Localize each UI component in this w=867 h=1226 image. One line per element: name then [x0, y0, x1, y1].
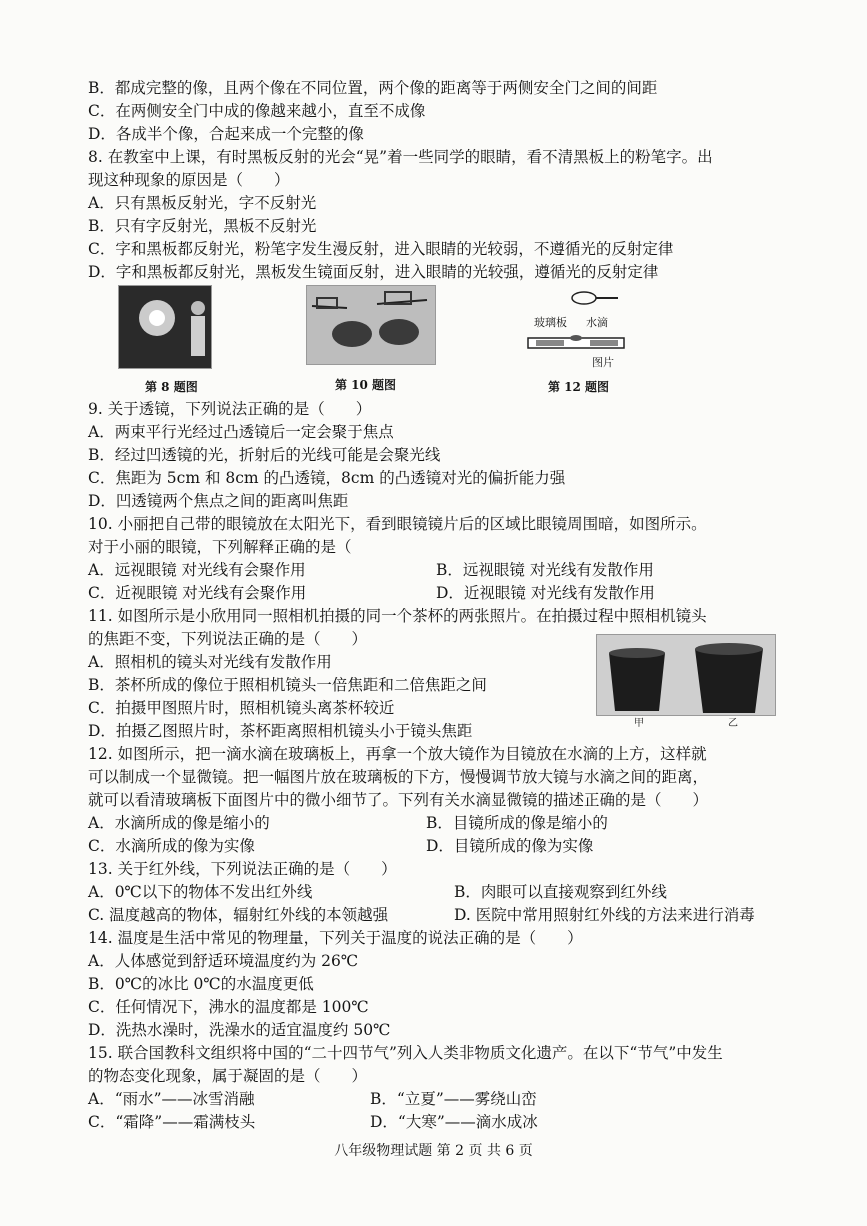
option-c: C．任何情况下，沸水的温度都是 100℃ [88, 998, 369, 1016]
glasses-figure [306, 285, 436, 365]
text-line: B．都成完整的像，且两个像在不同位置，两个像的距离等于两侧安全门之间的间距 [88, 79, 658, 97]
option-c: C. 温度越高的物体，辐射红外线的本领越强 [88, 906, 389, 924]
photo-jia-label: 甲 [634, 718, 644, 729]
option-d: D．凹透镜两个焦点之间的距离叫焦距 [88, 492, 349, 510]
option-d: D．近视眼镜 对光线有发散作用 [436, 584, 655, 602]
glass-plate-label: 玻璃板 [534, 316, 567, 329]
option-c: C．拍摄甲图照片时，照相机镜头离茶杯较近 [88, 699, 395, 717]
blackboard-figure [118, 285, 212, 369]
figure-10-caption: 第 10 题图 [335, 378, 397, 392]
question-12-stem: 就可以看清玻璃板下面图片中的微小细节了。下列有关水滴显微镜的描述正确的是（ ） [88, 791, 709, 809]
option-a: A．远视眼镜 对光线有会聚作用 [88, 561, 306, 579]
option-b: B．经过凹透镜的光，折射后的光线可能是会聚光线 [88, 446, 441, 464]
question-9-stem: 9. 关于透镜，下列说法正确的是（ ） [88, 400, 372, 418]
option-d: D．“大寒”——滴水成冰 [370, 1113, 538, 1131]
option-d: D．洗热水澡时，洗澡水的适宜温度约 50℃ [88, 1021, 391, 1039]
question-8-stem: 8. 在教室中上课，有时黑板反射的光会“晃”着一些同学的眼睛，看不清黑板上的粉笔字。出 [88, 148, 713, 166]
teacup-photos [596, 634, 776, 716]
question-10-stem: 10. 小丽把自己带的眼镜放在太阳光下，看到眼镜镜片后的区域比眼镜周围暗，如图所示。 [88, 515, 707, 533]
option-b: B．只有字反射光，黑板不反射光 [88, 217, 317, 235]
option-d: D．目镜所成的像为实像 [426, 837, 594, 855]
option-a: A．水滴所成的像是缩小的 [88, 814, 270, 832]
figure-8-caption: 第 8 题图 [145, 380, 198, 394]
picture-label: 图片 [592, 356, 614, 369]
glasses-illustration [307, 286, 435, 364]
option-b: B．“立夏”——雾绕山峦 [370, 1090, 537, 1108]
option-a: A．只有黑板反射光，字不反射光 [88, 194, 317, 212]
option-b: B．目镜所成的像是缩小的 [426, 814, 608, 832]
photo-yi-label: 乙 [728, 718, 738, 729]
page-footer: 八年级物理试题 第 2 页 共 6 页 [334, 1143, 533, 1159]
option-b: B．远视眼镜 对光线有发散作用 [436, 561, 654, 579]
option-a: A．人体感觉到舒适环境温度约为 26℃ [88, 952, 359, 970]
option-a: A．0℃以下的物体不发出红外线 [88, 883, 313, 901]
option-c: C．字和黑板都反射光，粉笔字发生漫反射，进入眼睛的光较弱，不遵循光的反射定律 [88, 240, 674, 258]
option-d: D. 医院中常用照射红外线的方法来进行消毒 [454, 906, 755, 924]
option-a: A．两束平行光经过凸透镜后一定会聚于焦点 [88, 423, 394, 441]
question-10-stem: 对于小丽的眼镜，下列解释正确的是（ [88, 538, 352, 556]
option-a: A．“雨水”——冰雪消融 [88, 1090, 255, 1108]
question-11-stem: 的焦距不变，下列说法正确的是（ ） [88, 630, 368, 648]
option-c: C．水滴所成的像为实像 [88, 837, 255, 855]
water-drop-label: 水滴 [586, 316, 608, 329]
question-15-stem: 15. 联合国教科文组织将中国的“二十四节气”列入人类非物质文化遗产。在以下“节气”中发生 [88, 1044, 723, 1062]
question-8-stem: 现这种现象的原因是（ ） [88, 171, 290, 189]
question-11-stem: 11. 如图所示是小欣用同一照相机拍摄的同一个茶杯的两张照片。在拍摄过程中照相机镜头 [88, 607, 707, 625]
option-d: D．字和黑板都反射光，黑板发生镜面反射，进入眼睛的光较强，遵循光的反射定律 [88, 263, 659, 281]
blackboard-illustration [119, 286, 211, 368]
figure-12-caption: 第 12 题图 [548, 380, 610, 394]
question-12-stem: 可以制成一个显微镜。把一幅图片放在玻璃板的下方，慢慢调节放大镜与水滴之间的距离， [88, 768, 709, 786]
option-c: C．近视眼镜 对光线有会聚作用 [88, 584, 307, 602]
text-line: D．各成半个像，合起来成一个完整的像 [88, 125, 364, 143]
question-12-stem: 12. 如图所示，把一滴水滴在玻璃板上，再拿一个放大镜作为目镜放在水滴的上方，这样就 [88, 745, 707, 763]
option-d: D．拍摄乙图照片时，茶杯距离照相机镜头小于镜头焦距 [88, 722, 473, 740]
option-c: C．焦距为 5cm 和 8cm 的凸透镜，8cm 的凸透镜对光的偏折能力强 [88, 469, 566, 487]
question-13-stem: 13. 关于红外线，下列说法正确的是（ ） [88, 860, 397, 878]
option-b: B．肉眼可以直接观察到红外线 [454, 883, 667, 901]
question-14-stem: 14. 温度是生活中常见的物理量，下列关于温度的说法正确的是（ ） [88, 929, 583, 947]
option-a: A．照相机的镜头对光线有发散作用 [88, 653, 332, 671]
question-15-stem: 的物态变化现象，属于凝固的是（ ） [88, 1067, 368, 1085]
option-b: B．茶杯所成的像位于照相机镜头一倍焦距和二倍焦距之间 [88, 676, 487, 694]
option-b: B．0℃的冰比 0℃的水温度更低 [88, 975, 314, 993]
microscope-diagram [526, 288, 636, 370]
option-c: C．“霜降”——霜满枝头 [88, 1113, 256, 1131]
teacups-illustration [597, 635, 775, 715]
text-line: C．在两侧安全门中成的像越来越小，直至不成像 [88, 102, 426, 120]
